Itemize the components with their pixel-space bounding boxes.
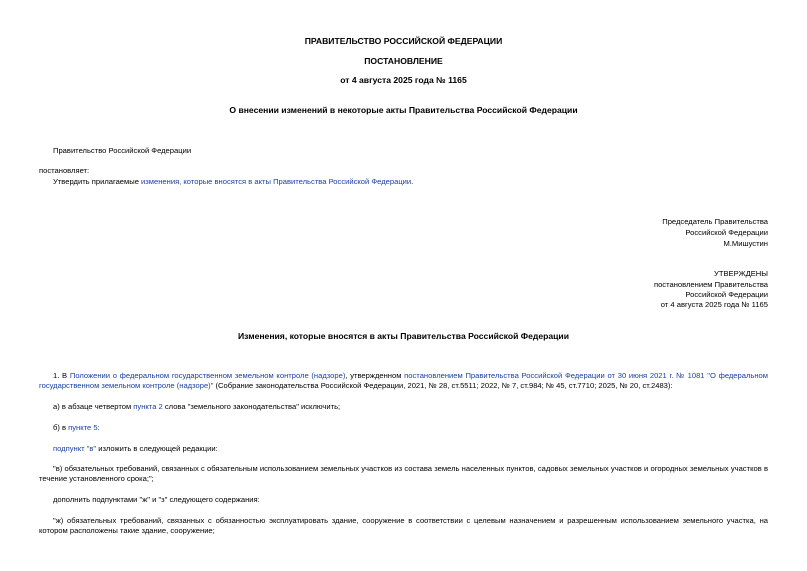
approved-stamp-4: от 4 августа 2025 года № 1165: [660, 300, 768, 309]
subitem-v-link[interactable]: подпункт "в": [53, 444, 97, 453]
doc-type-heading: ПОСТАНОВЛЕНИЕ: [364, 56, 443, 66]
item-a-suffix: слова "земельного законодательства" исключить;: [162, 402, 341, 411]
item-b: [53, 423, 100, 433]
approved-stamp-1: УТВЕРЖДЕНЫ: [714, 269, 768, 278]
item-a-prefix: а) в абзаце четвертом: [53, 402, 134, 411]
subitem-zh-text: "ж) обязательных требований, связанных с обязанностью эксплуатировать здание, сооружение в соответствии с целевым назначением и разрешенным использованием земельного участка, на котором расположены такие здание, сооружение;: [39, 516, 768, 535]
add-subitems-text: дополнить подпунктами "ж" и "з" следующего содержания:: [53, 495, 260, 504]
item-a: [53, 402, 340, 412]
p1-prefix: 1. В: [53, 371, 70, 380]
approve-suffix: .: [411, 177, 414, 186]
approved-stamp-2: постановлением Правительства: [653, 280, 768, 289]
item-a-link[interactable]: пункта 2: [133, 402, 163, 411]
issuer-text: Правительство Российской Федерации: [53, 146, 192, 155]
item-b-link[interactable]: пункте 5: [68, 423, 98, 432]
paragraph-1: [39, 371, 768, 391]
regulation-link[interactable]: Положении о федеральном государственном земельном контроле (надзоре): [69, 371, 346, 380]
signature-position-2: Российской Федерации: [685, 228, 768, 237]
subitem-v-suffix: изложить в следующей редакции:: [96, 444, 218, 453]
approve-paragraph: [53, 177, 413, 187]
signature-position-1: Председатель Правительства: [662, 217, 768, 226]
subitem-v-text: "в) обязательных требований, связанных с обязательным использованием земельных участков из состава земель населенных пунктов, садовых земельных участков и огородных земельных участков в течение установленного срока;";: [39, 464, 768, 483]
date-number-heading: от 4 августа 2025 года № 1165: [340, 75, 467, 85]
approved-stamp-3: Российской Федерации: [685, 290, 768, 299]
p1-suffix: (Собрание законодательства Российской Федерации, 2021, № 28, ст.5511; 2022, № 7, ст.984; № 45, ст.7710; 2025, № 20, ст.2483):: [213, 381, 673, 390]
subitem-v: [53, 444, 218, 454]
approve-link[interactable]: изменения, которые вносятся в акты Правительства Российской Федерации: [141, 177, 412, 186]
government-heading: ПРАВИТЕЛЬСТВО РОССИЙСКОЙ ФЕДЕРАЦИИ: [304, 36, 503, 46]
signature-name: М.Мишустин: [723, 239, 768, 248]
resolution-link[interactable]: постановлением Правительства Российской Федерации от 30 июня 2021 г. № 1081 "О федеральном государственном земельном контроле (надзоре)": [39, 371, 769, 390]
item-b-prefix: б) в: [53, 423, 69, 432]
approve-prefix: Утвердить прилагаемые: [53, 177, 142, 186]
document-title: О внесении изменений в некоторые акты Правительства Российской Федерации: [229, 105, 578, 115]
resolves-text: постановляет:: [39, 166, 90, 175]
changes-title: Изменения, которые вносятся в акты Правительства Российской Федерации: [237, 331, 569, 341]
item-b-suffix: :: [97, 423, 100, 432]
p1-mid: , утвержденном: [345, 371, 405, 380]
